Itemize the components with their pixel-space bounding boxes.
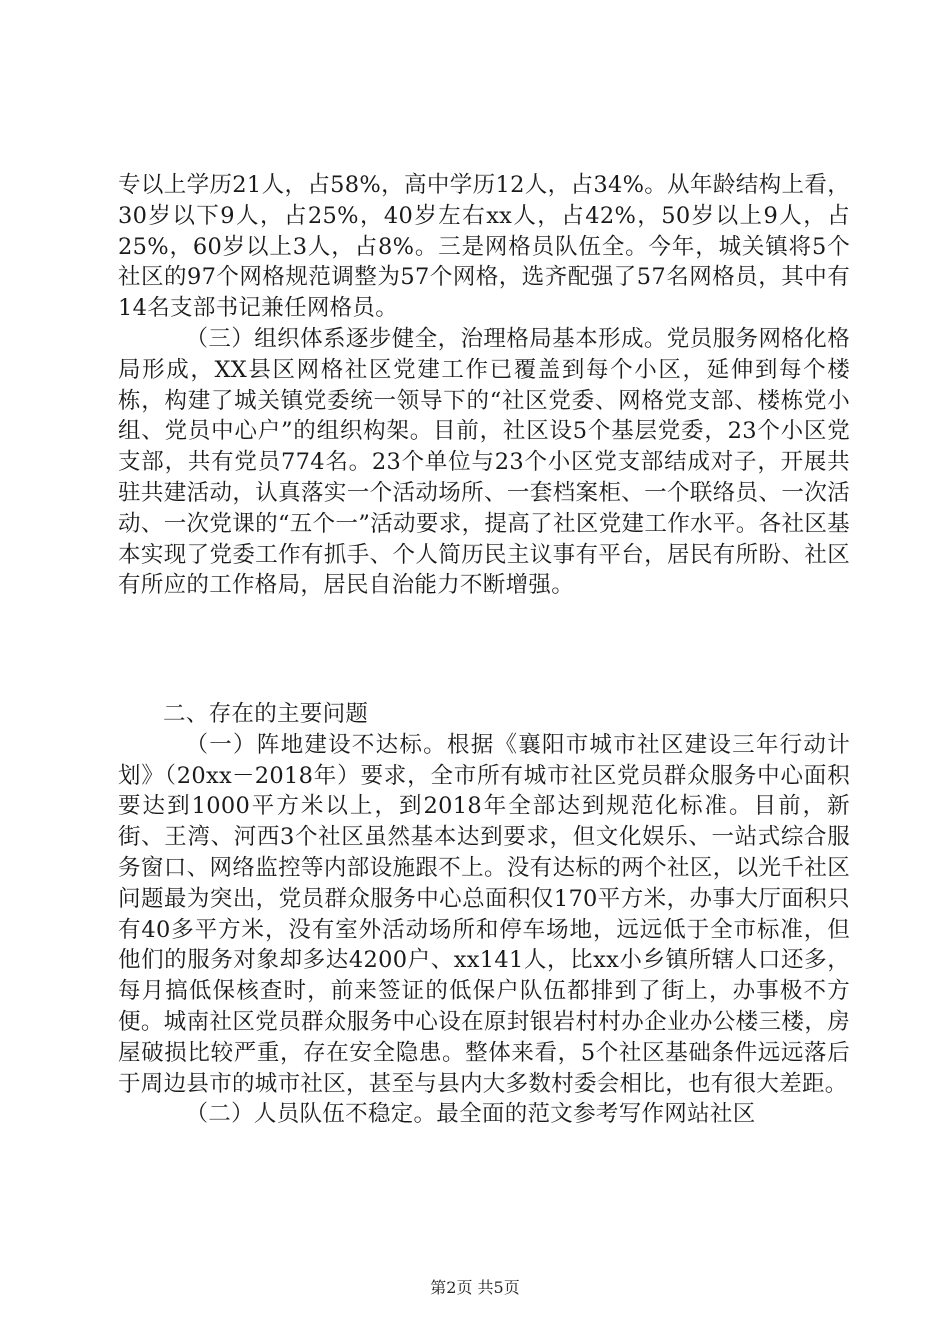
paragraph-facility-construction: （一）阵地建设不达标。根据《襄阳市城市社区建设三年行动计划》（20xx－2018年）要求，全市所有城市社区党员群众服务中心面积要达到1000平方米以上，到2018年全部达到规范化标准。目前，新街、王湾、河西3个社区虽然基本达到要求，但文化娱乐、一站式综合服务窗口、网络监控等内部设施跟不上。没有达标的两个社区，以光千社区问题最为突出，党员群众服务中心总面积仅170平方米，办事大厅面积只有40多平方米，没有室外活动场所和停车场地，远远低于全市标准，但他们的服务对象却多达4200户、xx141人，比xx小乡镇所辖人口还多，每月搞低保核查时，前来签证的低保户队伍都排到了街上，办事极不方便。城南社区党员群众服务中心设在原封银岩村村办企业办公楼三楼，房屋破损比较严重，存在安全隐患。整体来看，5个社区基础条件远远落后于周边县市的城市社区，甚至与县内大多数村委会相比，也有很大差距。 — [118, 731, 850, 1097]
page-footer: 第2页 共5页 — [430, 1278, 520, 1297]
paragraph-staff-statistics: 专以上学历21人，占58%，高中学历12人，占34%。从年龄结构上看，30岁以下9人，占25%，40岁左右xx人，占42%，50岁以上9人，占25%，60岁以上3人，占8%。三是网格员队伍全。今年，城关镇将5个社区的97个网格规范调整为57个网格，选齐配强了57名网格员，其中有14名支部书记兼任网格员。 — [118, 172, 850, 322]
paragraph-staff-instability: （二）人员队伍不稳定。最全面的范文参考写作网站社区 — [185, 1101, 756, 1128]
body-text-top — [118, 170, 850, 601]
section-heading: 二、存在的主要问题 — [163, 701, 369, 727]
paragraph-organization-system: （三）组织体系逐步健全，治理格局基本形成。党员服务网格化格局形成，XX县区网格社区党建工作已覆盖到每个小区，延伸到每个楼栋，构建了城关镇党委统一领导下的“社区党委、网格党支部、楼栋党小组、党员中心户”的组织构架。目前，社区设5个基层党委，23个小区党支部，共有党员774名。23个单位与23个小区党支部结成对子，开展共驻共建活动，认真落实一个活动场所、一套档案柜、一个联络员、一次活动、一次党课的“五个一”活动要求，提高了社区党建工作水平。各社区基本实现了党委工作有抓手、个人简历民主议事有平台，居民有所盼、社区有所应的工作格局，居民自治能力不断增强。 — [118, 325, 850, 599]
body-text-bottom — [118, 699, 850, 1130]
